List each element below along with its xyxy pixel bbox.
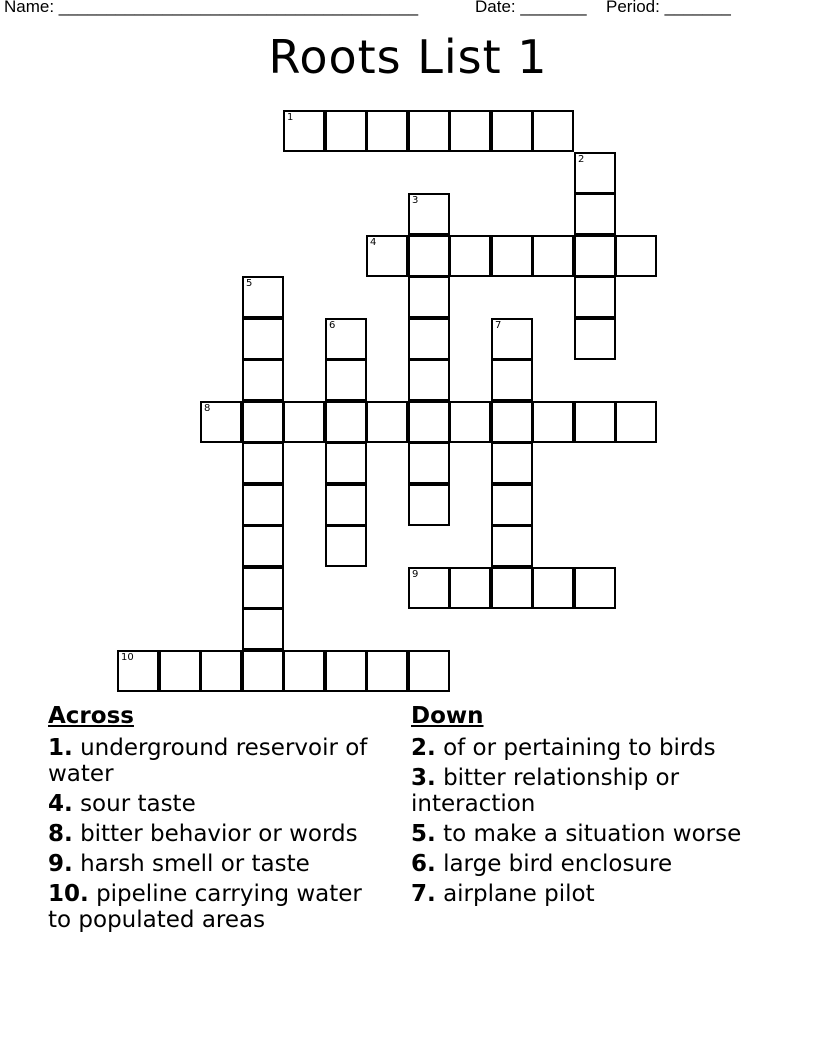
grid-cell[interactable] [366,110,408,152]
grid-cell[interactable] [200,401,242,443]
grid-cell[interactable] [408,650,450,692]
clue-down-7: 7. airplane pilot [411,881,595,907]
grid-cell[interactable] [491,318,533,360]
grid-cell[interactable] [408,567,450,609]
grid-cell[interactable] [242,608,284,650]
grid-cell[interactable] [242,484,284,526]
grid-cell[interactable] [408,318,450,360]
grid-cell[interactable] [283,650,325,692]
grid-cell[interactable] [491,484,533,526]
clue-across-4: 4. sour taste [48,791,196,817]
grid-cell[interactable] [325,484,367,526]
grid-cell[interactable] [325,359,367,401]
grid-cell[interactable] [242,401,284,443]
cell-number: 9 [412,569,419,580]
grid-cell[interactable] [325,110,367,152]
cell-number: 5 [246,278,253,289]
grid-cell[interactable] [242,359,284,401]
clue-across-10: 10. pipeline carrying water to populated areas [48,881,362,933]
clue-across-9: 9. harsh smell or taste [48,851,310,877]
grid-cell[interactable] [491,401,533,443]
grid-cell[interactable] [242,276,284,318]
grid-cell[interactable] [242,525,284,567]
clue-across-1: 1. underground reservoir of water [48,735,368,787]
grid-cell[interactable] [491,525,533,567]
across-clues [48,703,388,937]
grid-cell[interactable] [574,193,616,235]
name-field[interactable]: Name: ______________________________________ [4,0,419,16]
clue-across-8: 8. bitter behavior or words [48,821,358,847]
grid-cell[interactable] [242,650,284,692]
date-field[interactable]: Date: _______ [475,0,587,16]
puzzle-title: Roots List 1 [268,30,548,84]
grid-cell[interactable] [408,193,450,235]
grid-cell[interactable] [242,318,284,360]
across-heading: Across [48,703,134,729]
grid-cell[interactable] [532,401,574,443]
grid-cell[interactable] [574,318,616,360]
grid-cell[interactable] [242,442,284,484]
grid-cell[interactable] [574,276,616,318]
grid-cell[interactable] [408,401,450,443]
grid-cell[interactable] [325,318,367,360]
clue-down-5: 5. to make a situation worse [411,821,742,847]
grid-cell[interactable] [532,235,574,277]
clue-down-3: 3. bitter relationship or interaction [411,765,680,817]
cell-number: 6 [329,320,336,331]
grid-cell[interactable] [366,401,408,443]
down-clues [411,703,771,911]
grid-cell[interactable] [325,650,367,692]
grid-cell[interactable] [574,152,616,194]
grid-cell[interactable] [449,567,491,609]
cell-number: 8 [204,403,211,414]
cell-number: 4 [370,237,377,248]
grid-cell[interactable] [491,235,533,277]
cell-number: 1 [287,112,294,123]
period-field[interactable]: Period: _______ [606,0,731,16]
student-info-header [0,0,816,19]
grid-cell[interactable] [574,567,616,609]
grid-cell[interactable] [615,401,657,443]
grid-cell[interactable] [408,359,450,401]
grid-cell[interactable] [117,650,159,692]
down-heading: Down [411,703,484,729]
grid-cell[interactable] [366,650,408,692]
grid-cell[interactable] [491,359,533,401]
grid-cell[interactable] [366,235,408,277]
grid-cell[interactable] [408,235,450,277]
cell-number: 3 [412,195,419,206]
grid-cell[interactable] [408,276,450,318]
grid-cell[interactable] [242,567,284,609]
grid-cell[interactable] [449,110,491,152]
cell-number: 10 [121,652,134,663]
grid-cell[interactable] [200,650,242,692]
grid-cell[interactable] [449,235,491,277]
grid-cell[interactable] [449,401,491,443]
grid-cell[interactable] [491,442,533,484]
grid-cell[interactable] [325,442,367,484]
grid-cell[interactable] [532,110,574,152]
grid-cell[interactable] [283,110,325,152]
cell-number: 2 [578,154,585,165]
grid-cell[interactable] [408,484,450,526]
grid-cell[interactable] [532,567,574,609]
grid-cell[interactable] [408,442,450,484]
cell-number: 7 [495,320,502,331]
grid-cell[interactable] [159,650,201,692]
grid-cell[interactable] [574,235,616,277]
grid-cell[interactable] [325,401,367,443]
grid-cell[interactable] [574,401,616,443]
grid-cell[interactable] [491,567,533,609]
grid-cell[interactable] [325,525,367,567]
clue-down-6: 6. large bird enclosure [411,851,673,877]
clue-down-2: 2. of or pertaining to birds [411,735,716,761]
grid-cell[interactable] [408,110,450,152]
grid-cell[interactable] [491,110,533,152]
grid-cell[interactable] [615,235,657,277]
grid-cell[interactable] [283,401,325,443]
